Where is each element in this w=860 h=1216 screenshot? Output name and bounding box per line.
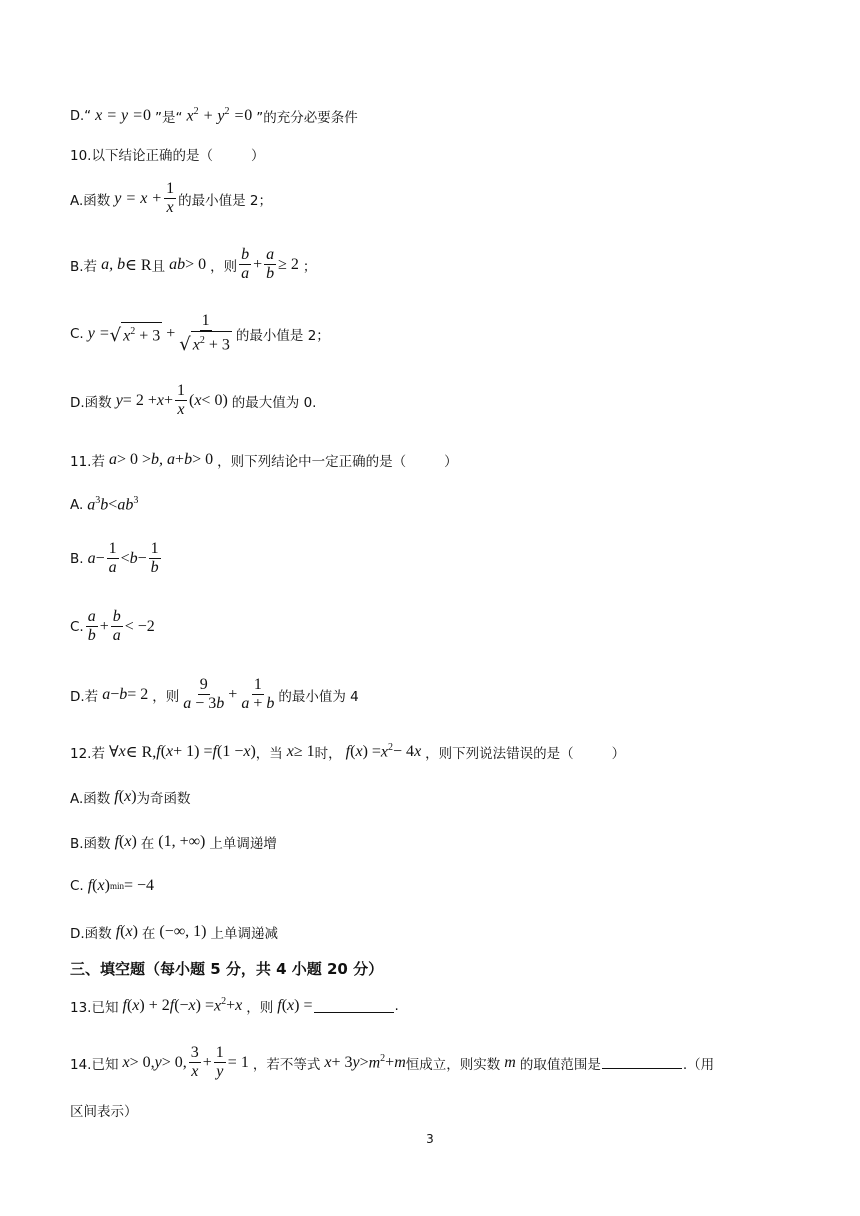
option-text: ，则	[210, 258, 238, 275]
option-label: D.函数	[70, 926, 112, 942]
math-expression: y = x +	[110, 189, 163, 207]
math-expression: y =	[83, 324, 110, 342]
question-text: ）	[250, 148, 265, 164]
option-label: D.	[70, 108, 85, 124]
question-13: 13.已知 f ( x ) + 2 f (− x ) = $x^2$ + x ，则 f ( x ) = .	[70, 996, 399, 1016]
question-text: 11.若	[70, 454, 105, 470]
question-text: 区间表示）	[70, 1104, 138, 1120]
option-label: B.	[70, 550, 84, 567]
math-expression: 0	[142, 107, 155, 124]
question-text: ，则下列说法错误的是（	[425, 746, 574, 762]
question-text: .（用	[682, 1056, 715, 1073]
math-expression: ab	[165, 255, 186, 273]
math-expression: f	[110, 833, 120, 850]
math-expression: f	[110, 788, 119, 805]
math-expression: a, b	[97, 255, 126, 273]
math-expression: x	[118, 1053, 130, 1071]
option-text: 的最小值是 2；	[178, 192, 272, 209]
option-label: A.	[70, 496, 84, 513]
section-heading	[70, 958, 383, 979]
q12-option-a: A.函数 f ( x ) 为奇函数	[70, 788, 191, 807]
question-text: 的取值范围是	[519, 1056, 601, 1073]
math-expression: x = y =	[91, 107, 143, 124]
math-expression: ∀	[104, 744, 119, 761]
option-text: 在	[140, 836, 155, 852]
answer-blank[interactable]	[602, 1056, 682, 1069]
fraction: $\frac{a}{b}$	[87, 608, 96, 644]
math-expression: +	[162, 324, 176, 342]
math-expression: $a^3b$	[83, 495, 109, 514]
question-14: 14.已知 x > 0, y > 0, $\frac{3}{x}$ + $\frac{1}{y}$ = 1 ，若不等式 x + 3 y > $m^2$ + m 恒成立，则实数 m 的取值范围是 .（用	[70, 1044, 715, 1080]
math-expression: (	[188, 391, 195, 409]
option-label: D.函数	[70, 394, 112, 411]
option-text: ，则	[152, 688, 180, 705]
q9-option-d	[70, 106, 358, 126]
fraction: $\frac{1}{a}$	[108, 540, 117, 576]
q11-option-a: A. $a^3b$ < $ab^3$	[70, 495, 139, 514]
question-text: ）	[444, 454, 458, 470]
question-text: ）	[611, 746, 626, 762]
math-expression: ∈ R	[125, 256, 152, 274]
fraction: 1 √ $x^2 + 3$	[179, 312, 230, 356]
page-number: 3	[426, 1132, 434, 1146]
math-expression: +	[253, 255, 263, 273]
q12-option-d: D.函数 f ( x ) 在 (−∞, 1) 上单调递减	[70, 923, 278, 942]
math-expression: 0	[244, 107, 257, 124]
fraction: $\frac{9}{a - 3b}$	[183, 676, 225, 712]
question-text: 14.已知	[70, 1056, 119, 1073]
option-text: 为奇函数	[136, 791, 191, 807]
section-title: 三、填空题（每小题 5 分，共 4 小题 20 分）	[70, 960, 384, 978]
q10-option-b	[70, 246, 316, 283]
question-text: ，则	[246, 1000, 274, 1016]
option-text: 的最大值为 0.	[231, 394, 317, 411]
option-text: 的最小值为 4	[278, 688, 359, 705]
option-text: 上单调递增	[209, 836, 277, 852]
math-expression: (−∞, 1)	[155, 923, 211, 940]
fraction: $\frac{3}{x}$	[190, 1044, 199, 1080]
math-expression: y	[111, 391, 123, 409]
math-expression: f	[118, 997, 127, 1014]
question-text: 13.已知	[70, 1000, 119, 1016]
question-10-stem	[70, 144, 264, 164]
fraction: $\frac{1}{x}$	[176, 382, 185, 418]
option-text: 在	[141, 926, 156, 942]
math-expression: f	[83, 877, 93, 894]
option-label: C.	[70, 325, 84, 342]
q10-option-d: D.函数 y = 2 + x + $\frac{1}{x}$ ( x < 0) 的最大值为 0.	[70, 382, 317, 418]
question-text: 恒成立，则实数	[405, 1056, 501, 1073]
q11-option-d: D.若 a − b = 2 ，则 $\frac{9}{a - 3b}$ + $\frac{1}{a + b}$ 的最小值为 4	[70, 676, 359, 712]
option-label: A.函数	[70, 192, 111, 209]
question-text: ，若不等式	[252, 1056, 321, 1073]
q12-option-c: C. f ( x ) min = −4	[70, 877, 154, 894]
question-11-stem: 11.若 a > 0 > b, a + b > 0 ，则下列结论中一定正确的是（ ）	[70, 451, 458, 470]
option-label: B.函数	[70, 836, 111, 852]
option-text: 上单调递减	[210, 926, 278, 942]
math-expression: f	[111, 923, 121, 940]
math-expression: a	[83, 549, 96, 567]
question-text: 12.若	[70, 746, 105, 762]
option-text: ”是“	[154, 110, 183, 126]
q10-option-a	[70, 180, 272, 217]
option-text: 的最小值是 2；	[235, 327, 330, 344]
question-14-continued	[70, 1100, 138, 1120]
answer-blank[interactable]	[314, 1000, 394, 1013]
question-text: 10.以下结论正确的是（	[70, 148, 213, 164]
question-text: ，则下列结论中一定正确的是（	[217, 454, 407, 470]
fraction: $\frac{b}{a}$	[241, 246, 250, 282]
math-expression: a	[98, 685, 111, 703]
question-text: .	[394, 998, 399, 1014]
option-label: A.函数	[70, 791, 111, 807]
math-expression: $x^2 + y^2$ =	[182, 106, 245, 125]
option-text: ；	[302, 258, 317, 275]
fraction: $\frac{1}{b}$	[150, 540, 159, 576]
fraction: $\frac{1}{a + b}$	[241, 676, 275, 712]
question-text: 时，	[314, 746, 342, 762]
option-text: 且	[151, 258, 166, 275]
q11-option-b: B. a − $\frac{1}{a}$ < b − $\frac{1}{b}$	[70, 540, 159, 576]
option-label: D.若	[70, 688, 99, 705]
math-expression: a	[104, 451, 117, 468]
question-text: ，当	[255, 746, 283, 762]
math-expression: > 0	[185, 255, 211, 273]
option-label: C.	[70, 618, 84, 635]
fraction: $\frac{1}{x}$	[166, 180, 175, 216]
fraction: $\frac{a}{b}$	[266, 246, 275, 282]
math-expression: ≥ 2	[278, 255, 303, 273]
option-text: ”的充分必要条件	[256, 110, 358, 126]
q12-option-b: B.函数 f ( x ) 在 (1, +∞) 上单调递增	[70, 833, 277, 852]
question-12-stem: 12.若 ∀ x ∈ R, f ( x + 1) = f (1 − x ) ，当 x ≥ 1 时， f ( x ) = $x^2$ − 4 x ，则下列说法错误的是（ ）	[70, 742, 626, 762]
fraction: $\frac{1}{y}$	[215, 1044, 224, 1080]
fraction: $\frac{b}{a}$	[112, 608, 121, 644]
quote-open: “	[84, 108, 92, 124]
option-label: C.	[70, 878, 84, 894]
q11-option-c: C. $\frac{a}{b}$ + $\frac{b}{a}$ < −2	[70, 608, 155, 644]
math-expression: (1, +∞)	[154, 833, 210, 850]
q10-option-c	[70, 312, 330, 355]
option-label: B.若	[70, 258, 98, 275]
sqrt-expression: √ $x^2 + 3$	[110, 322, 163, 345]
